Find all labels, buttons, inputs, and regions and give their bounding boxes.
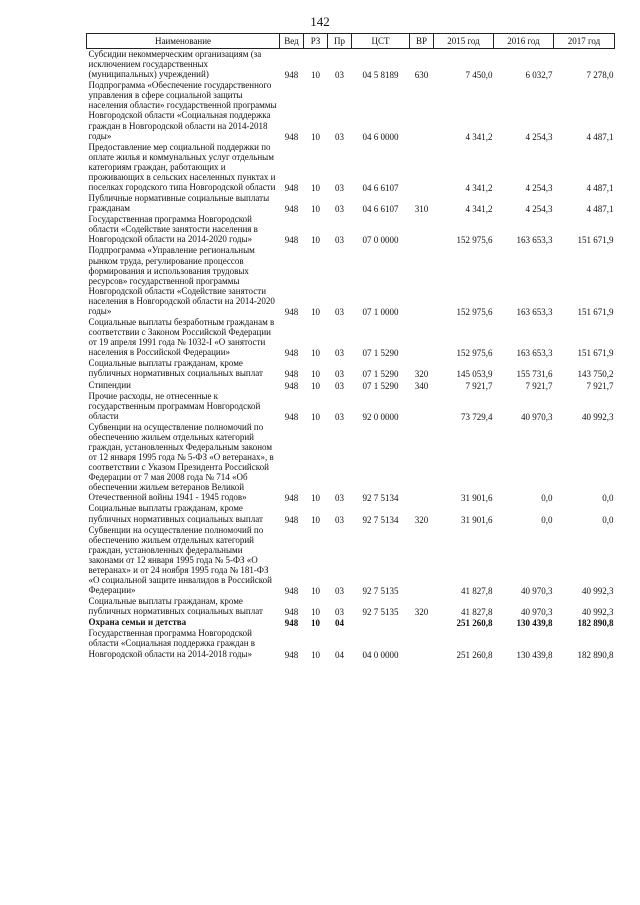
row-rz: 10 <box>311 306 320 317</box>
row-pr: 03 <box>335 586 344 597</box>
table-row <box>87 503 615 524</box>
row-value-2015: 31 901,6 <box>461 514 493 525</box>
table-row <box>87 525 615 597</box>
table-row <box>87 628 615 659</box>
row-value-2016: 130 439,8 <box>516 649 553 660</box>
row-rz: 10 <box>311 380 320 391</box>
header-cst: ЦСТ <box>352 34 410 49</box>
row-pr: 04 <box>335 618 344 629</box>
table-row <box>87 380 615 391</box>
row-ved: 948 <box>284 607 299 618</box>
header-rz: РЗ <box>304 34 328 49</box>
row-value-2017: 151 671,9 <box>577 235 614 246</box>
row-name: Субвенции на осуществление полномочий по обеспечению жильем отдельных категорий граждан, установленных федеральными законами от 12 января 1995 года № 5-ФЗ «О ветеранах» и от 24 ноября 1995 года № 181-ФЗ «О социальной защите инвалидов в Российской Федерации» <box>88 524 272 596</box>
row-value-2017: 7 278,0 <box>586 70 614 81</box>
row-value-2017: 4 487,1 <box>586 204 614 215</box>
row-value-2015: 251 260,8 <box>456 649 493 660</box>
row-value-2016: 7 921,7 <box>525 380 553 391</box>
row-ved: 948 <box>284 348 299 359</box>
row-pr: 03 <box>335 183 344 194</box>
row-value-2015: 41 827,8 <box>461 586 493 597</box>
row-name: Прочие расходы, не отнесенные к государственным программам Новгородской области <box>88 390 261 421</box>
row-pr: 03 <box>335 380 344 391</box>
row-ved: 948 <box>284 514 299 525</box>
row-name: Стипендии <box>88 379 131 390</box>
row-ved: 948 <box>284 369 299 380</box>
row-vr: 630 <box>414 70 429 81</box>
table-row <box>87 142 615 193</box>
row-rz: 10 <box>311 204 320 215</box>
row-value-2017: 0,0 <box>602 493 614 504</box>
table-row <box>87 245 615 317</box>
table-header-row <box>87 34 615 49</box>
table-row <box>87 317 615 358</box>
row-name: Государственная программа Новгородской области «Социальная поддержка граждан в Новгородской области на 2014-2018 годы» <box>88 628 256 659</box>
row-vr: 320 <box>414 514 429 525</box>
row-ved: 948 <box>284 586 299 597</box>
row-value-2016: 4 254,3 <box>525 183 553 194</box>
row-value-2016: 0,0 <box>541 493 553 504</box>
row-value-2016: 130 439,8 <box>516 618 553 629</box>
row-value-2017: 182 890,8 <box>577 618 614 629</box>
row-value-2017: 4 487,1 <box>586 183 614 194</box>
row-name: Социальные выплаты гражданам, кроме публичных нормативных социальных выплат <box>88 596 263 617</box>
row-value-2015: 73 729,4 <box>461 411 493 422</box>
header-ved: Вед <box>280 34 304 49</box>
row-cst: 07 1 5290 <box>362 369 399 380</box>
row-value-2016: 155 731,6 <box>516 369 553 380</box>
row-ved: 948 <box>284 70 299 81</box>
row-name: Социальные выплаты безработным гражданам в соответствии с Законом Российской Федерации от 19 апреля 1991 года № 1032-I «О занятости населения в Российской Федерации» <box>88 317 275 358</box>
row-pr: 03 <box>335 348 344 359</box>
budget-table <box>86 33 615 660</box>
header-2016: 2016 год <box>494 34 554 49</box>
row-name: Подпрограмма «Обеспечение государственного управления в сфере социальной защиты населения области» государственной программы Новгородской области «Социальная поддержка граждан в Новгородской области на 2014-2018 годы» <box>88 80 277 141</box>
row-value-2017: 143 750,2 <box>577 369 614 380</box>
row-rz: 10 <box>311 493 320 504</box>
row-value-2015: 4 341,2 <box>465 204 493 215</box>
row-cst: 07 0 0000 <box>362 235 399 246</box>
row-vr <box>410 214 434 245</box>
row-ved: 948 <box>284 235 299 246</box>
row-cst: 92 0 0000 <box>362 411 399 422</box>
row-value-2015: 7 450,0 <box>465 70 493 81</box>
row-rz: 10 <box>311 348 320 359</box>
row-cst: 04 0 0000 <box>362 649 399 660</box>
row-rz: 10 <box>311 131 320 142</box>
row-vr: 320 <box>414 369 429 380</box>
row-pr: 04 <box>335 649 344 660</box>
row-vr: 320 <box>414 607 429 618</box>
table-row <box>87 596 615 617</box>
row-vr <box>410 391 434 422</box>
row-value-2015: 251 260,8 <box>456 618 493 629</box>
row-ved: 948 <box>284 411 299 422</box>
table-row <box>87 80 615 141</box>
row-value-2017: 40 992,3 <box>582 586 614 597</box>
row-vr <box>410 80 434 141</box>
row-cst: 92 7 5135 <box>362 607 399 618</box>
row-cst: 07 1 5290 <box>362 348 399 359</box>
table-row <box>87 422 615 504</box>
row-rz: 10 <box>311 235 320 246</box>
row-name: Государственная программа Новгородской области «Содействие занятости населения в Новгородской области на 2014-2020 годы» <box>88 214 258 245</box>
row-pr: 03 <box>335 131 344 142</box>
table-row <box>87 214 615 245</box>
row-cst: 04 5 8189 <box>362 70 399 81</box>
row-rz: 10 <box>311 586 320 597</box>
row-vr <box>410 245 434 317</box>
row-ved: 948 <box>284 306 299 317</box>
row-pr: 03 <box>335 369 344 380</box>
table-row <box>87 358 615 379</box>
row-vr <box>410 628 434 659</box>
row-value-2017: 0,0 <box>602 514 614 525</box>
row-vr <box>410 422 434 504</box>
row-vr <box>410 142 434 193</box>
row-rz: 10 <box>311 70 320 81</box>
header-2015: 2015 год <box>434 34 494 49</box>
header-2017: 2017 год <box>554 34 615 49</box>
row-value-2016: 0,0 <box>541 514 553 525</box>
row-value-2017: 40 992,3 <box>582 607 614 618</box>
row-rz: 10 <box>311 369 320 380</box>
row-value-2016: 163 653,3 <box>516 348 553 359</box>
row-vr <box>410 617 434 628</box>
row-cst: 92 7 5134 <box>362 514 399 525</box>
row-value-2016: 163 653,3 <box>516 235 553 246</box>
row-name: Предоставление мер социальной поддержки по оплате жилья и коммунальных услуг отдельным категориям граждан, работающих и проживающих в сельских населенных пунктах и поселках городского типа Новгородской области <box>88 141 276 193</box>
row-name: Субвенции на осуществление полномочий по обеспечению жильем отдельных категорий граждан, установленных Федеральным законом от 12 января 1995 года № 5-ФЗ «О ветеранах», в соответствии с Указом Президента Российской Федерации от 7 мая 2008 года № 714 «Об обеспечении жильем ветеранов Великой Отечественной войны 1941 - 1945 годов» <box>88 421 274 503</box>
row-vr <box>410 317 434 358</box>
row-value-2016: 4 254,3 <box>525 131 553 142</box>
row-ved: 948 <box>284 649 299 660</box>
row-value-2016: 4 254,3 <box>525 204 553 215</box>
row-value-2017: 151 671,9 <box>577 306 614 317</box>
table-row <box>87 49 615 81</box>
row-cst: 04 6 6107 <box>362 204 399 215</box>
row-name: Социальные выплаты гражданам, кроме публичных нормативных социальных выплат <box>88 503 263 524</box>
row-ved: 948 <box>284 131 299 142</box>
row-value-2015: 152 975,6 <box>456 235 493 246</box>
row-pr: 03 <box>335 514 344 525</box>
row-value-2015: 152 975,6 <box>456 348 493 359</box>
row-pr: 03 <box>335 306 344 317</box>
header-pr: Пр <box>328 34 352 49</box>
row-value-2016: 40 970,3 <box>521 411 553 422</box>
header-vr: ВР <box>410 34 434 49</box>
table-row <box>87 391 615 422</box>
page-number: 142 <box>310 14 330 29</box>
row-cst: 07 1 5290 <box>362 380 399 391</box>
row-value-2016: 163 653,3 <box>516 306 553 317</box>
row-rz: 10 <box>311 649 320 660</box>
row-cst: 04 6 0000 <box>362 131 399 142</box>
row-ved: 948 <box>284 183 299 194</box>
row-value-2017: 40 992,3 <box>582 411 614 422</box>
row-pr: 03 <box>335 607 344 618</box>
header-name: Наименование <box>87 34 280 49</box>
row-value-2015: 152 975,6 <box>456 306 493 317</box>
row-cst: 07 1 0000 <box>362 306 399 317</box>
row-pr: 03 <box>335 204 344 215</box>
row-vr: 310 <box>414 204 429 215</box>
row-pr: 03 <box>335 411 344 422</box>
row-pr: 03 <box>335 70 344 81</box>
row-rz: 10 <box>311 183 320 194</box>
row-cst: 92 7 5135 <box>362 586 399 597</box>
row-value-2016: 40 970,3 <box>521 607 553 618</box>
row-rz: 10 <box>311 607 320 618</box>
row-name: Субсидии некоммерческим организациям (за исключением государственных (муниципальных) учреждений) <box>88 49 262 80</box>
row-value-2016: 40 970,3 <box>521 586 553 597</box>
row-value-2015: 4 341,2 <box>465 131 493 142</box>
row-name: Подпрограмма «Управление региональным рынком труда, регулирование процессов формирования и использования трудовых ресурсов» государственной программы Новгородской области «Содействие занятости населения в Новгородской области на 2014-2020 годы» <box>88 245 275 316</box>
row-pr: 03 <box>335 235 344 246</box>
row-ved: 948 <box>284 204 299 215</box>
table-row <box>87 193 615 214</box>
row-rz: 10 <box>311 618 320 629</box>
row-value-2017: 7 921,7 <box>586 380 614 391</box>
table-row <box>87 617 615 628</box>
row-cst: 04 6 6107 <box>362 183 399 194</box>
row-name: Публичные нормативные социальные выплаты гражданам <box>88 193 270 214</box>
row-value-2017: 4 487,1 <box>586 131 614 142</box>
row-value-2017: 182 890,8 <box>577 649 614 660</box>
row-value-2015: 31 901,6 <box>461 493 493 504</box>
row-name: Социальные выплаты гражданам, кроме публичных нормативных социальных выплат <box>88 358 263 379</box>
row-pr: 03 <box>335 493 344 504</box>
row-cst <box>352 617 410 628</box>
row-vr: 340 <box>414 380 429 391</box>
row-value-2017: 151 671,9 <box>577 348 614 359</box>
row-ved: 948 <box>284 618 299 629</box>
row-name: Охрана семьи и детства <box>88 617 187 628</box>
row-value-2015: 4 341,2 <box>465 183 493 194</box>
row-value-2016: 6 032,7 <box>525 70 553 81</box>
row-value-2015: 41 827,8 <box>461 607 493 618</box>
row-ved: 948 <box>284 380 299 391</box>
row-vr <box>410 525 434 597</box>
row-value-2015: 145 053,9 <box>456 369 493 380</box>
row-ved: 948 <box>284 493 299 504</box>
row-value-2015: 7 921,7 <box>465 380 493 391</box>
table-body <box>87 49 615 660</box>
table-header <box>87 34 615 49</box>
row-cst: 92 7 5134 <box>362 493 399 504</box>
row-rz: 10 <box>311 411 320 422</box>
row-rz: 10 <box>311 514 320 525</box>
